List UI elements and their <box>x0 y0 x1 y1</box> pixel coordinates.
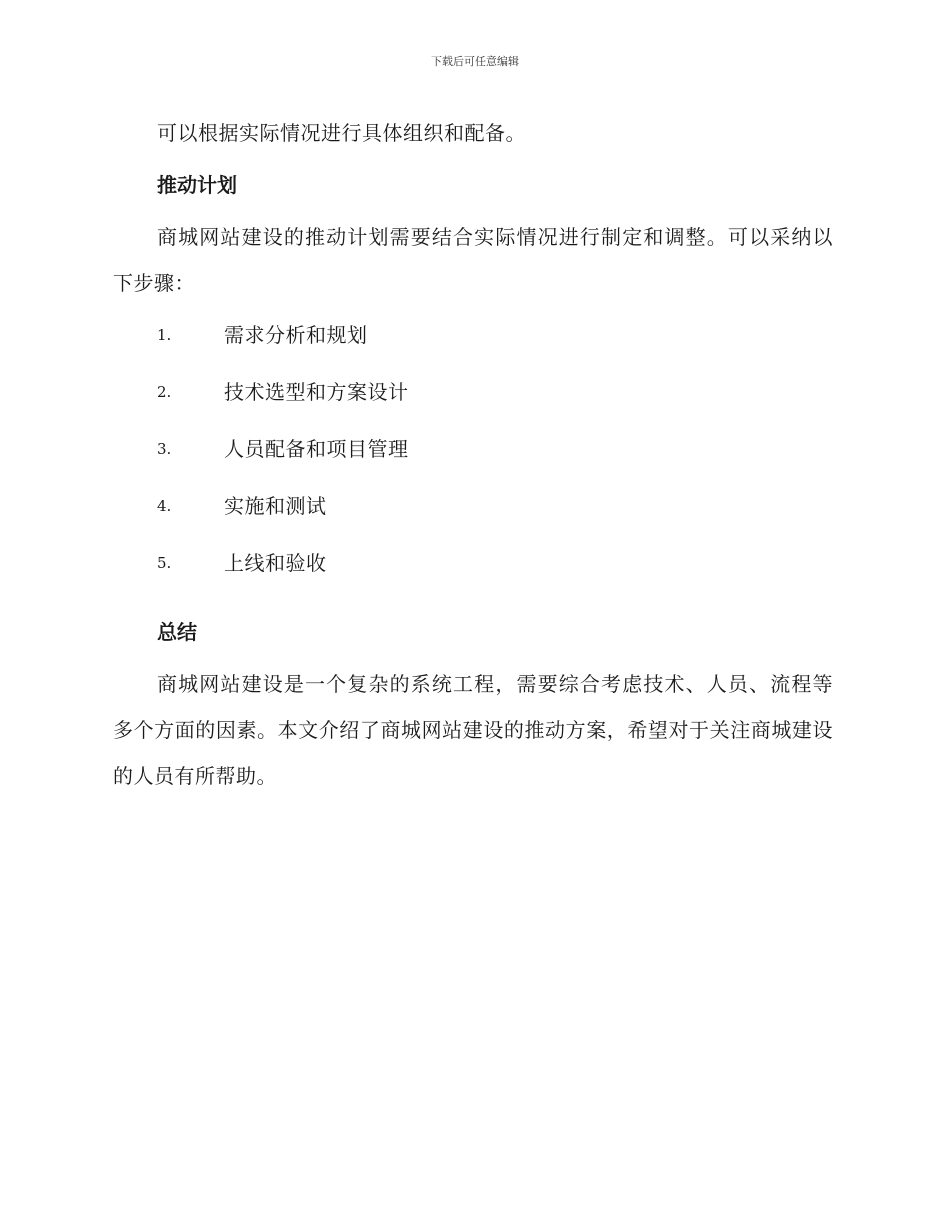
list-item <box>113 546 833 603</box>
list-item-text: 需求分析和规划 <box>224 323 368 347</box>
list-item-text: 上线和验收 <box>224 551 327 575</box>
list-item-text: 人员配备和项目管理 <box>224 437 409 461</box>
list-item-text: 技术选型和方案设计 <box>224 380 409 404</box>
list-item <box>113 432 833 489</box>
steps-list <box>113 318 833 603</box>
header-note: 下载后可任意编辑 <box>431 55 519 68</box>
list-item-text: 实施和测试 <box>224 494 327 518</box>
summary-paragraph: 商城网站建设是一个复杂的系统工程，需要综合考虑技术、人员、流程等多个方面的因素。本文介绍了商城网站建设的推动方案，希望对于关注商城建设的人员有所帮助。 <box>113 672 833 788</box>
list-item <box>113 318 833 375</box>
section-heading-summary: 总结 <box>157 620 197 644</box>
list-item-number: 2. <box>157 383 172 401</box>
list-item-number: 5. <box>157 554 172 572</box>
list-item-number: 4. <box>157 497 172 515</box>
plan-paragraph: 商城网站建设的推动计划需要结合实际情况进行制定和调整。可以采纳以下步骤： <box>113 225 833 295</box>
intro-paragraph: 可以根据实际情况进行具体组织和配备。 <box>157 121 526 145</box>
list-item <box>113 489 833 546</box>
list-item-number: 1. <box>157 326 172 344</box>
document-body <box>113 110 833 799</box>
list-item <box>113 375 833 432</box>
section-heading-plan: 推动计划 <box>157 173 237 197</box>
list-item-number: 3. <box>157 440 172 458</box>
